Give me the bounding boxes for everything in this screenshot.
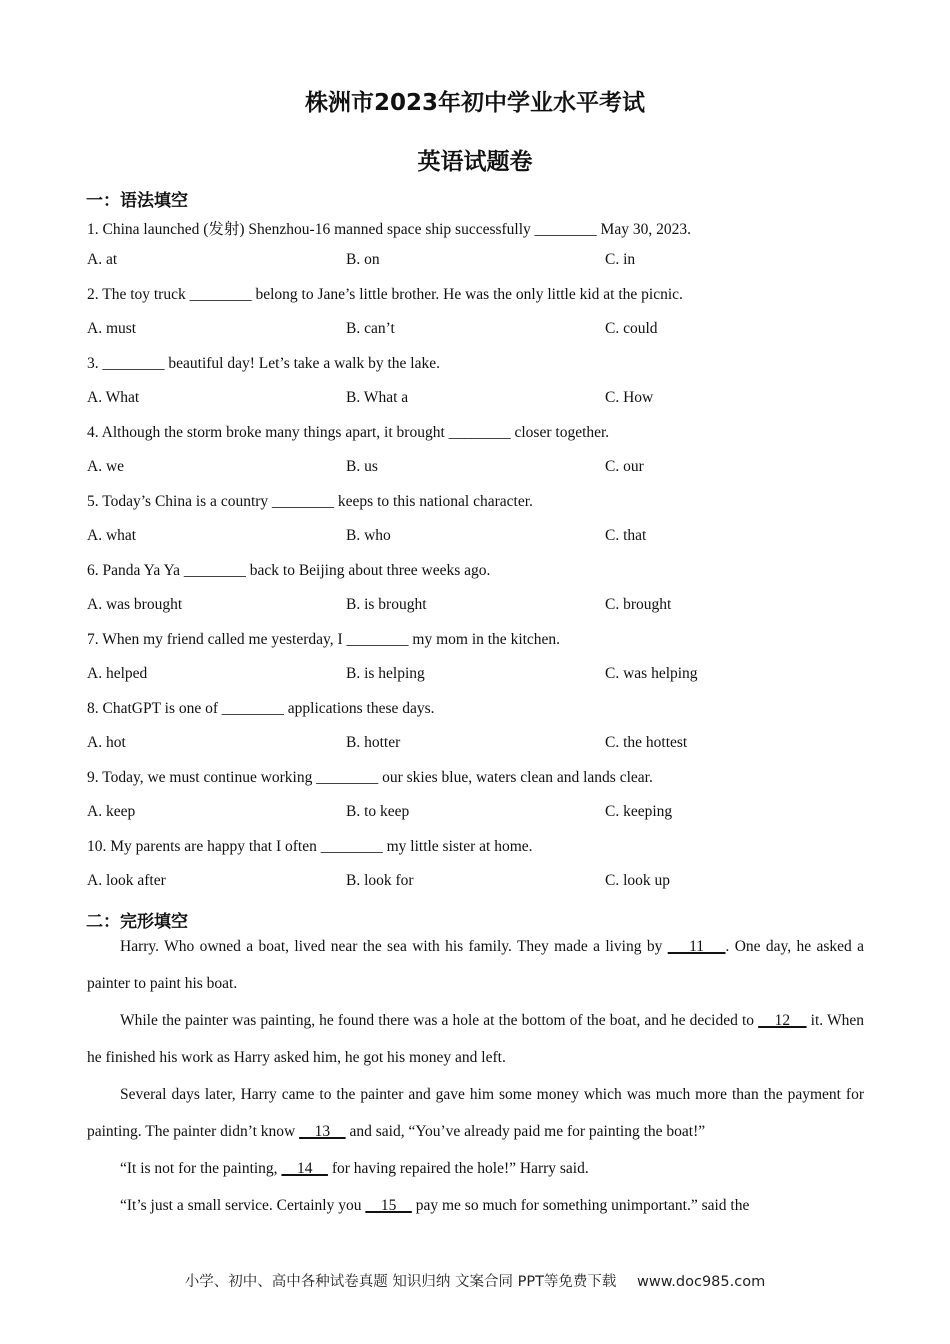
question-stem: 3. ________ beautiful day! Let’s take a walk by the lake. [87,355,440,372]
option-a: A. look after [87,872,166,889]
blank-12: 12 [758,1012,807,1029]
question-stem: 9. Today, we must continue working ________ our skies blue, waters clean and lands clear. [87,769,653,786]
blank-14: 14 [281,1160,328,1177]
option-c: C. could [605,320,658,337]
option-a: A. helped [87,665,148,682]
option-b: B. to keep [346,803,410,820]
passage-paragraph: “It’s just a small service. Certainly you 15 pay me so much for something unimportant.” said the [120,1197,750,1214]
option-a: A. was brought [87,596,183,613]
option-c: C. look up [605,872,671,889]
footer-url: www.doc985.com [637,1274,766,1290]
option-b: B. What a [346,389,409,406]
option-a: A. must [87,320,137,337]
question-stem: 6. Panda Ya Ya ________ back to Beijing about three weeks ago. [87,562,491,579]
blank-13: 13 [299,1123,346,1140]
footer-text: 小学、初中、高中各种试卷真题 知识归纳 文案合同 PPT等免费下载 [184,1274,617,1290]
passage-paragraph: While the painter was painting, he found there was a hole at the bottom of the boat, and he decided to 12 it. When he finished his work as Harry asked him, he got his money and left. [87,1012,865,1066]
option-c: C. was helping [605,665,698,682]
option-b: B. look for [346,872,414,889]
option-b: B. us [346,458,378,475]
question-stem: 8. ChatGPT is one of ________ applications these days. [87,700,435,717]
option-b: B. on [346,251,380,268]
option-a: A. what [87,527,137,544]
option-c: C. brought [605,596,672,613]
passage-paragraph: Several days later, Harry came to the painter and gave him some money which was much more than the payment for painting. The painter didn’t know 13 and said, “You’ve already paid me for painting the boat!” [87,1086,864,1140]
option-b: B. hotter [346,734,401,751]
option-b: B. is helping [346,665,425,682]
option-a: A. at [87,251,118,268]
question-stem: 10. My parents are happy that I often ________ my little sister at home. [87,838,533,855]
question-stem: 1. China launched (发射) Shenzhou-16 manned space ship successfully ________ May 30, 2023. [87,221,691,238]
page-footer [0,1270,950,1291]
section-heading-grammar: 一：语法填空 [86,191,188,211]
page-title: 株洲市2023年初中学业水平考试 [304,90,645,116]
option-b: B. can’t [346,320,395,337]
option-c: C. our [605,458,644,475]
section-heading-cloze: 二：完形填空 [86,912,188,932]
option-c: C. the hottest [605,734,688,751]
option-b: B. is brought [346,596,427,613]
blank-15: 15 [365,1197,412,1214]
option-c: C. that [605,527,647,544]
option-a: A. keep [87,803,136,820]
question-stem: 5. Today’s China is a country ________ keeps to this national character. [87,493,533,510]
cloze-passage [87,928,864,1224]
option-a: A. What [87,389,140,406]
option-c: C. How [605,389,654,406]
question-stem: 7. When my friend called me yesterday, I ________ my mom in the kitchen. [87,631,561,648]
option-b: B. who [346,527,391,544]
question-stem: 2. The toy truck ________ belong to Jane’s little brother. He was the only little kid at the picnic. [87,286,683,303]
option-c: C. in [605,251,636,268]
question-stem: 4. Although the storm broke many things apart, it brought ________ closer together. [87,424,610,441]
blank-11: 11 [667,938,726,955]
passage-paragraph: “It is not for the painting, 14 for having repaired the hole!” Harry said. [120,1160,589,1177]
option-a: A. hot [87,734,126,751]
option-a: A. we [87,458,125,475]
option-c: C. keeping [605,803,673,820]
page-subtitle: 英语试题卷 [417,149,533,175]
passage-paragraph: Harry. Who owned a boat, lived near the sea with his family. They made a living by 11 . One day, he asked a painter to paint his boat. [87,938,864,992]
